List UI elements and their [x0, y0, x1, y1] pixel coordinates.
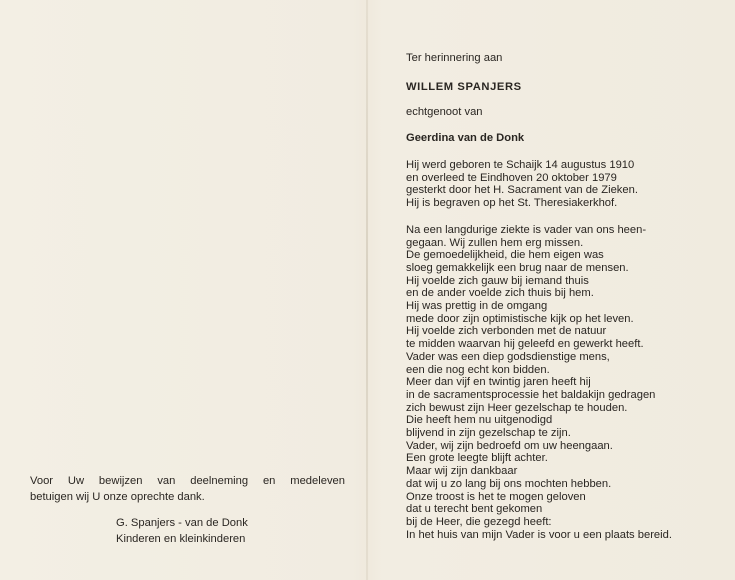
- poem-line: blijvend in zijn gezelschap te zijn.: [406, 427, 571, 440]
- intro-text: Ter herinnering aan: [406, 52, 503, 64]
- spouse-name: Geerdina van de Donk: [406, 132, 525, 144]
- poem-line: dat wij u zo lang bij ons mochten hebben.: [406, 477, 612, 490]
- poem-line: en de ander voelde zich thuis bij hem.: [406, 287, 594, 300]
- poem-line: mede door zijn optimistische kijk op het leven.: [406, 312, 634, 325]
- poem-line: De gemoedelijkheid, die hem eigen was: [406, 249, 604, 262]
- poem-line: zich bewust zijn Heer gezelschap te houden.: [406, 401, 628, 414]
- poem-line: Meer dan vijf en twintig jaren heeft hij: [406, 376, 591, 389]
- poem-line: Die heeft hem nu uitgenodigd: [406, 414, 553, 427]
- poem-line: Onze troost is het te mogen geloven: [406, 490, 586, 503]
- bio-line: gesterkt door het H. Sacrament van de Zieken.: [406, 184, 638, 197]
- deceased-name: WILLEM SPANJERS: [406, 81, 522, 93]
- signature-line-1: G. Spanjers - van de Donk: [116, 517, 248, 529]
- signature: [116, 516, 345, 547]
- poem-line: gegaan. Wij zullen hem erg missen.: [406, 236, 584, 249]
- thanks-line-1: Voor Uw bewijzen van deelneming en medeleven: [30, 475, 345, 487]
- bio-line: Hij werd geboren te Schaijk 14 augustus 1910: [406, 159, 635, 171]
- thanks-line-2: betuigen wij U onze oprechte dank.: [30, 490, 205, 503]
- bio-line: Hij is begraven op het St. Theresiakerkhof.: [406, 197, 618, 210]
- poem-line: Maar wij zijn dankbaar: [406, 465, 518, 478]
- poem-line: Hij voelde zich gauw bij iemand thuis: [406, 274, 589, 287]
- poem-line: in de sacramentsprocessie het baldakijn gedragen: [406, 388, 656, 401]
- biography: [406, 159, 706, 210]
- poem-line: te midden waarvan hij geleefd en gewerkt heeft.: [406, 338, 644, 351]
- poem-line: Hij was prettig in de omgang: [406, 300, 548, 313]
- left-panel: [30, 474, 345, 547]
- poem-line: dat u terecht bent gekomen: [406, 503, 543, 516]
- memorial-text: [406, 224, 706, 542]
- poem-line: In het huis van mijn Vader is voor u een plaats bereid.: [406, 528, 672, 541]
- right-panel: [406, 51, 706, 541]
- poem-line: Na een langdurige ziekte is vader van ons heen-: [406, 223, 647, 236]
- signature-line-2: Kinderen en kleinkinderen: [116, 532, 246, 545]
- poem-line: Een grote leegte blijft achter.: [406, 452, 548, 465]
- poem-line: een die nog echt kon bidden.: [406, 363, 550, 376]
- poem-line: Vader was een diep godsdienstige mens,: [406, 350, 610, 363]
- poem-line: Vader, wij zijn bedroefd om uw heengaan.: [406, 439, 613, 452]
- poem-line: sloeg gemakkelijk een brug naar de mensen.: [406, 261, 629, 274]
- poem-line: Hij voelde zich verbonden met de natuur: [406, 325, 607, 338]
- spouse-label: echtgenoot van: [406, 106, 483, 118]
- bio-line: en overleed te Eindhoven 20 oktober 1979: [406, 171, 617, 184]
- card-fold: [366, 0, 368, 580]
- poem-line: bij de Heer, die gezegd heeft:: [406, 515, 552, 528]
